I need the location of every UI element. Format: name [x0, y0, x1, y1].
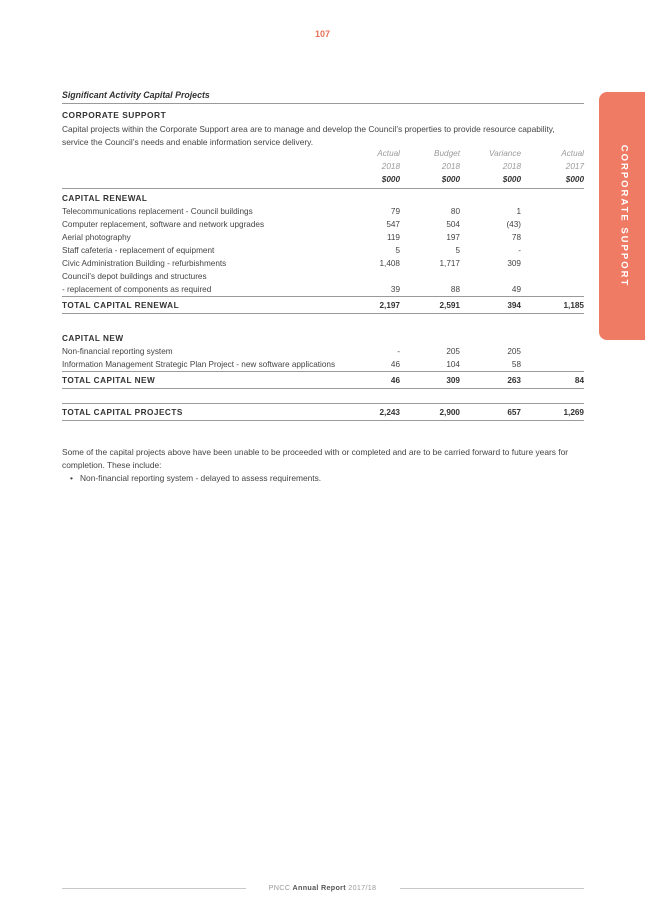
column-unit: $000 — [362, 173, 400, 189]
grand-total-row — [62, 404, 584, 421]
side-tab-label: CORPORATE SUPPORT — [618, 144, 630, 288]
column-header: Actual — [377, 149, 400, 158]
sub-heading: CORPORATE SUPPORT — [62, 110, 167, 120]
list-item — [62, 472, 582, 485]
row-label: Computer replacement, software and network upgrades — [62, 220, 265, 229]
total-budget: 309 — [400, 372, 460, 389]
cell-budget: 104 — [446, 360, 460, 369]
cell-prior — [521, 218, 584, 231]
column-header: Budget — [434, 149, 460, 158]
total-label: TOTAL CAPITAL RENEWAL — [62, 297, 362, 314]
column-header: Actual — [561, 149, 584, 158]
cell-budget: 504 — [446, 220, 460, 229]
total-row — [62, 372, 584, 389]
cell-prior — [521, 283, 584, 297]
cell-prior — [521, 244, 584, 257]
total-row — [62, 297, 584, 314]
cell-budget: 5 — [455, 246, 460, 255]
grand-total-variance: 657 — [460, 404, 521, 421]
capital-projects-table — [62, 147, 584, 421]
cell-actual: 5 — [395, 246, 400, 255]
table-row — [62, 231, 584, 244]
cell-variance: 1 — [516, 207, 521, 216]
cell-actual: 119 — [386, 233, 400, 242]
cell-budget: 205 — [446, 347, 460, 356]
row-label: Non-financial reporting system — [62, 347, 173, 356]
section-heading: Significant Activity Capital Projects — [62, 90, 584, 104]
column-year: 2018 — [502, 162, 521, 171]
cell-actual: 547 — [386, 220, 400, 229]
table-row — [62, 257, 584, 270]
table-row — [62, 205, 584, 218]
table-unit-row — [62, 173, 584, 189]
cell-variance: (43) — [506, 220, 521, 229]
total-budget: 2,591 — [400, 297, 460, 314]
column-year: 2018 — [441, 162, 460, 171]
footer-year: 2017/18 — [348, 883, 377, 892]
page-number: 107 — [314, 29, 331, 39]
category-heading: CAPITAL RENEWAL — [62, 194, 148, 203]
bullet-icon: • — [70, 473, 73, 483]
grand-total-actual: 2,243 — [362, 404, 400, 421]
column-year: 2018 — [381, 162, 400, 171]
grand-total-budget: 2,900 — [400, 404, 460, 421]
table-row — [62, 270, 584, 283]
footer-org: PNCC — [268, 883, 291, 892]
table-row — [62, 358, 584, 372]
cell-actual — [362, 270, 400, 283]
row-label: - replacement of components as required — [62, 285, 212, 294]
grand-total-prior: 1,269 — [521, 404, 584, 421]
cell-variance: 58 — [511, 360, 521, 369]
cell-budget — [400, 270, 460, 283]
row-label: Staff cafeteria - replacement of equipment — [62, 246, 215, 255]
category-heading: CAPITAL NEW — [62, 334, 124, 343]
cell-prior — [521, 358, 584, 372]
list-item-text: Non-financial reporting system - delayed to assess requirements. — [80, 473, 322, 483]
total-variance: 394 — [460, 297, 521, 314]
total-prior: 1,185 — [521, 297, 584, 314]
grand-total-label: TOTAL CAPITAL PROJECTS — [62, 404, 362, 421]
notes-paragraph: Some of the capital projects above have been unable to be proceeded with or completed and are to be carried forward to future years for completion. These include: — [62, 447, 569, 470]
table-row — [62, 345, 584, 358]
intro-paragraph: Capital projects within the Corporate Support area are to manage and develop the Council’s properties to provide resource capability, service the Council’s needs and enable information service delivery. — [62, 124, 555, 147]
cell-variance: 78 — [511, 233, 521, 242]
column-unit: $000 — [460, 173, 521, 189]
column-header: Variance — [488, 149, 521, 158]
total-label: TOTAL CAPITAL NEW — [62, 372, 362, 389]
cell-variance: - — [518, 246, 521, 255]
row-label: Civic Administration Building - refurbishments — [62, 259, 227, 268]
row-label: Information Management Strategic Plan Project - new software applications — [62, 360, 336, 369]
cell-variance: 49 — [511, 285, 521, 294]
table-row — [62, 244, 584, 257]
footer — [0, 883, 645, 892]
total-actual: 2,197 — [362, 297, 400, 314]
category-heading-row — [62, 189, 584, 206]
row-label: Council’s depot buildings and structures — [62, 272, 207, 281]
table-row — [62, 218, 584, 231]
cell-budget: 197 — [446, 233, 460, 242]
table-header-row — [62, 147, 584, 160]
notes-list — [62, 472, 582, 485]
row-label: Aerial photography — [62, 233, 131, 242]
cell-prior — [521, 345, 584, 358]
table-header-year-row — [62, 160, 584, 173]
column-unit: $000 — [521, 173, 584, 189]
category-heading-row — [62, 329, 584, 345]
cell-prior — [521, 231, 584, 244]
cell-actual: - — [397, 347, 400, 356]
total-actual: 46 — [362, 372, 400, 389]
cell-actual: 79 — [390, 207, 400, 216]
total-variance: 263 — [460, 372, 521, 389]
cell-budget: 1,717 — [439, 259, 460, 268]
cell-budget: 88 — [450, 285, 460, 294]
cell-variance: 309 — [507, 259, 521, 268]
total-prior: 84 — [521, 372, 584, 389]
cell-variance — [460, 270, 521, 283]
cell-budget: 80 — [450, 207, 460, 216]
column-unit: $000 — [400, 173, 460, 189]
cell-prior — [521, 257, 584, 270]
footer-title: Annual Report — [292, 883, 346, 892]
cell-prior — [521, 270, 584, 283]
column-year: 2017 — [565, 162, 584, 171]
table-row — [62, 283, 584, 297]
cell-actual: 46 — [390, 360, 400, 369]
cell-actual: 1,408 — [379, 259, 400, 268]
cell-prior — [521, 205, 584, 218]
row-label: Telecommunications replacement - Council buildings — [62, 207, 253, 216]
cell-variance: 205 — [507, 347, 521, 356]
cell-actual: 39 — [390, 285, 400, 294]
notes — [62, 446, 582, 485]
